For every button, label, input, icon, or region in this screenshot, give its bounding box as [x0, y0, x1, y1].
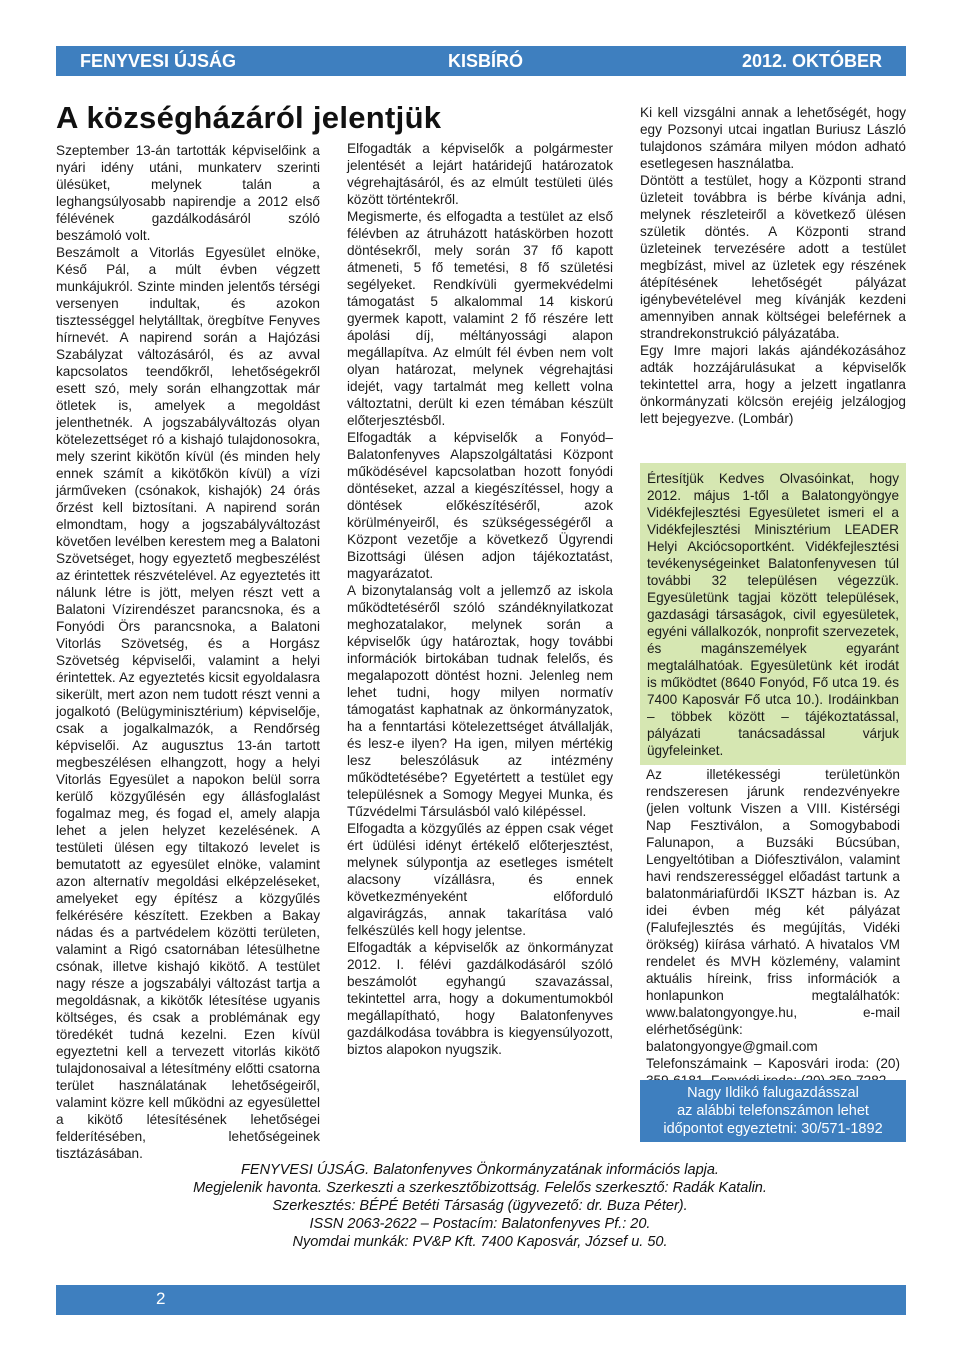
page-header [56, 46, 906, 76]
paragraph: Egy Imre majori lakás ajándékozásához adták hozzájárulásukat a képviselők tekintettel arra, hogy a jelzett ingatlanra önkormányzati kölcsön erejéig jelzálogjog lett bejegyezve. (Lombár) [640, 343, 906, 426]
imprint-line: ISSN 2063-2622 – Postacím: Balatonfenyves Pf.: 20. [309, 1216, 651, 1232]
announcement-box [640, 463, 906, 765]
paragraph: Elfogadták a képviselők a Fonyód–Balatonfenyves Alapszolgáltatási Központ működésével kapcsolatban hozott fonyódi döntéseket, azzal a kiegészítéssel, hogy a döntések előkészítéséről, azok körülményeiről, és szükségességéről a Központ vezetője a következő Ügyrendi Bizottsági ülésen adjon tájékoztatást, magyarázatot. [347, 430, 613, 581]
paragraph: A bizonytalanság volt a jellemző az iskola működtetéséről szóló szándéknyilatkozat meghozatalakor, melynek során a képviselők úgy határoztak, hogy további információk birtokában tudnak felelős, és megalapozott döntést hozni. Jelenleg nem lehet tudni, hogy milyen normatív támogatást kaphatnak az önkormányzatok, ha a fenntartási kötelezettséget átvállalják, és lesz-e ilyen? Ha igen, milyen mértékig lesz beleszólásuk az intézmény működtetésébe? Egyetértett a testület egy településnek a Somogy Megyei Munka, és Tűzvédelmi Társulásból való kilépéssel. [347, 583, 613, 819]
paragraph: Szeptember 13-án tartották képviselőink a nyári idény utáni, munkaterv szerinti ülésüket, melynek talán a leghangsúlyosabb napirendje a 2012 első félévének gazdálkodásáról szóló beszámoló volt. [56, 143, 320, 243]
imprint-line: Szerkesztés: BÉPÉ Betéti Társaság (ügyvezető: dr. Buza Péter). [272, 1198, 688, 1214]
contact-line: az alábbi telefonszámon lehet [677, 1103, 869, 1119]
paragraph: Megismerte, és elfogadta a testület az első félévben az átruházott hatáskörben hozott döntésekről, mely során 37 fő kapott átmeneti, 5 fő temetési, 8 fő születési segélyeket. Rendkívüli gyermekvédelmi támogatást 5 alkalommal 14 kiskorú gyermek kapott, valamint 2 fő részére lett ápolási díj, méltányossági alapon megállapítva. Az elmúlt fél évben nem volt olyan határozat, melynek végrehajtási idejét, vagy tartalmát meg kellett volna változtatni, derült ki ezen témában készült előterjesztésből. [347, 209, 613, 428]
announcement-text: Értesítjük Kedves Olvasóinkat, hogy 2012. május 1-től a Balatongyöngye Vidékfejlesztési Egyesületet ismeri el a Vidékfejlesztési Minisztérium LEADER Helyi Akciócsoportként. Vidékfejlesztési tevékenységeinket Balatonfenyvesen túl további 32 településen végezzük. Egyesületünk tagjai között települések, gazdasági társaságok, civil egyesületek, egyéni vállalkozók, nonprofit szervezetek, és magánszemélyek egyaránt megtalálhatóak. Egyesületünk két irodát is működtet (8640 Fonyód, Fő utca 19. és 7400 Kaposvár Fő utca 10.). Irodáinkban – többek között – tájékoztatással, pályázati tanácsadással várjuk ügyfeleinket. [647, 471, 899, 758]
contact-line: Nagy Ildikó falugazdásszal [687, 1085, 859, 1101]
announcement-text: Az illetékességi területünkön rendszeresen járunk rendezvényekre (jelen voltunk Viszen a VIII. Kistérségi Nap Fesztiválon, a Somogybabodi Falunapon, a Buzsáki Búcsúban, Lengyeltótiban a Diófesztiválon, valamint havi rendszerességgel előadást tartunk a balatonmáriafürdői IKSZT házban is. Az idei évben még két pályázat (Falufejlesztés és megújítás, Vidéki örökség) kiírása várható. A hivatalos VM rendelet és MVH közlemény, valamint aktuális híreink, friss információk a honlapunkon megtalálhatók: www.balatongyongye.hu, e-mail elérhetőségünk: balatongyongye@gmail.com Telefonszámaink – Kaposvári iroda: (20) [646, 767, 900, 1071]
page-footer [56, 1285, 906, 1315]
announcement-continued [640, 766, 906, 1071]
imprint-line: Nyomdai munkák: PV&P Kft. 7400 Kaposvár, József u. 50. [292, 1234, 668, 1250]
contact-line: időpontot egyeztetni: 30/571-1892 [663, 1121, 883, 1137]
paragraph: Döntött a testület, hogy a Központi strand üzleteit továbbra is bérbe kívánja adni, melynek részleteiről a következő ülésen születik döntés. A Központi strand üzleteinek tervezésére adott a testület megbízást, mivel az üzletek egy részének átépítésének lehetőségét pályázat igénybevételével meg kívánják kezdeni amennyiben annak költségei beleférnek a strandrekonstrukció pályázatába. [640, 173, 906, 341]
header-date: 2012. OKTÓBER [741, 51, 882, 71]
paragraph: Ki kell vizsgálni annak a lehetőségét, hogy egy Pozsonyi utcai ingatlan Buriusz László tulajdonos számára milyen módon adható esetlegesen használatba. [640, 105, 906, 171]
header-newspaper-name: FENYVESI ÚJSÁG [80, 51, 237, 71]
imprint-line: Megjelenik havonta. Szerkeszti a szerkesztőbizottság. Felelős szerkesztő: Radák Katalin. [193, 1180, 767, 1196]
paragraph: Elfogadták a képviselők a polgármester jelentését a lejárt határidejű határozatok végrehajtásáról, és az elmúlt testületi ülés között történtekről. [347, 141, 613, 207]
paragraph: Beszámolt a Vitorlás Egyesület elnöke, Késő Pál, a múlt évben végzett munkájukról. Szinte minden jelentős térségi versenyen indultak, és azokon tisztességgel helytálltak, öregbítve Fenyves hírnevét. A napirend során a Hajózási Szabályzat változásáról, és az avval kapcsolatos teendőkről, lehetőségekről esett szó, mely során elhangzottak már ötletek is, amelyek a megoldást jelenthetnék. A jogszabályváltozás olyan kötelezettséget ró a kishajó tulajdonosokra, mely szerint kikötőn kívül (és minden hely ennek számít a kikötőkön kívül) a vízi járműveken (csónakok, kishajók) 24 órás őrzést kell biztosítani. A napirend során elmondtam, hogy a jogszabályváltozást követően levélben kerestem meg a Balatoni Szövetséget, hogy egyeztető megbeszélést az érintettek részvételével. Az egyeztetés itt nálunk létre is jött, melyen részt vett a Balatoni Vízirendészet parancsnoka, és a Fonyódi Örs parancsnoka, a Balatoni Vitorlás Szövetség, és a Horgász Szövetség képviselői, valamint a helyi érintettek. Az egyeztetés kicsit egyoldalasra sikerült, mert azon nem tudott részt venni a jogalkotó (Belügyminisztérium) képviselője, csak a jogalkalmazók, a Rendőrség képviselői. Az augusztus 13-án tartott megbeszélésen elhangzott, hogy a helyi Vitorlás Egyesület a napokon belül sorra kerülő közgyűlésén egy állásfoglalást fogalmaz meg, és fogad el, amely alapja lehet a jelen helyzet kezelésének. A testületi ülésen egy tiltakozó levelet is bemutatott az egyesület elnöke, valamint azon alternatív megoldási elképzeléseket, amelyeket egy építész a közgyűlés felkérésére készített. Ezekben a Bakay nádas és a partvédelem közötti területen, valamint a Rigó csatornában létesülhetne csónak, illetve kishajó kikötő. A testület nagy része a jogszabályi változást tartja a megoldásnak, a kikötők létesítése ugyanis költséges, és csak a problémának egy töredékét tudná kezelni. Ezen kívül egyeztetni kell a tervezett vitorlás kikötő tulajdonosaival a létesítmény előtti csatorna terület használatának lehetőségeiről, valamint közre kell működni az egyesülettel a kikötő létesítésének lehetőségei felderítésében, lehetőségeinek tisztázásában. [56, 245, 320, 1161]
header-section: KISBÍRÓ [448, 51, 524, 71]
paragraph: Elfogadták a képviselők az önkormányzat 2012. I. félévi gazdálkodásáról szóló beszámolót egyhangú szavazással, tekintettel arra, hogy a dokumentumokból megállapítható, hogy Balatonfenyves gazdálkodása továbbra is kiegyensúlyozott, biztos alapokon nyugszik. [347, 940, 613, 1057]
paragraph: Elfogadta a közgyűlés az éppen csak véget ért üdülési idényt értékelő előterjesztést, melynek súlypontja az esetleges ismételt alacsony vízállásra, és ennek következményeként előforduló algavirágzás, annak takarítása való felkészülés kell hogy jelentse. [347, 821, 613, 938]
article-title: A községházáról jelentjük [56, 100, 442, 135]
article-column-1 [56, 142, 320, 1161]
article-column-3 [640, 104, 906, 456]
imprint [100, 1161, 860, 1251]
page-number: 2 [156, 1289, 166, 1308]
imprint-line: FENYVESI ÚJSÁG. Balatonfenyves Önkormányzatának információs lapja. [241, 1162, 719, 1178]
article-column-2 [347, 140, 613, 1152]
contact-box [640, 1080, 906, 1142]
